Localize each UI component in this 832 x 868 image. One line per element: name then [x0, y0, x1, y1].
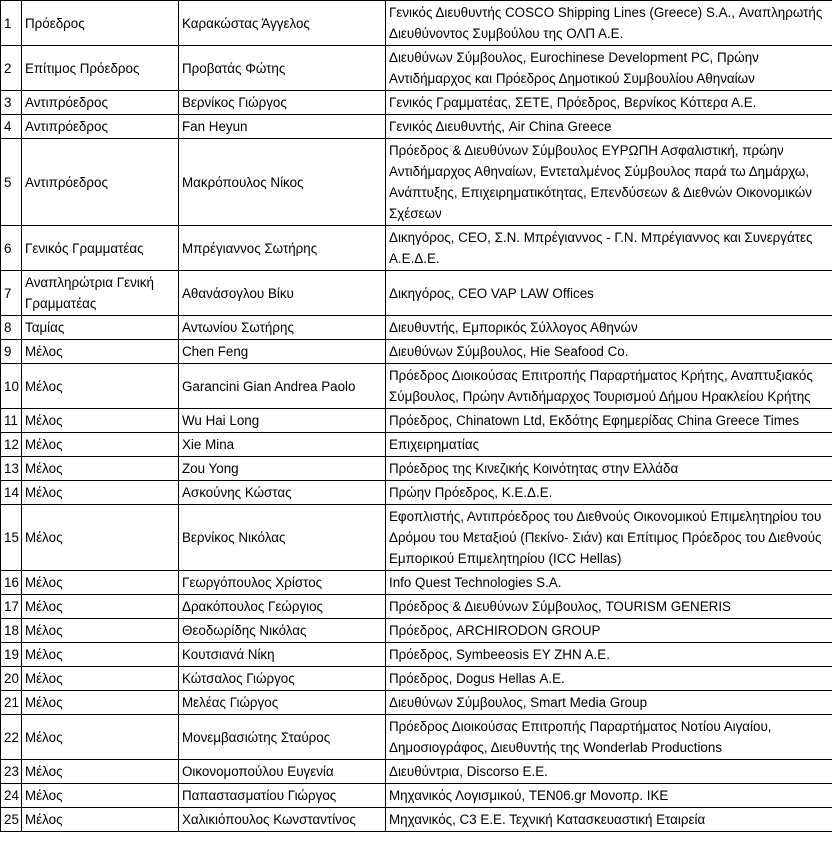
member-name-cell: Κώτσαλος Γιώργος [179, 667, 386, 691]
position-cell: Μέλος [22, 364, 179, 409]
member-name-cell: Βερνίκος Νικόλας [179, 505, 386, 571]
table-row [1, 364, 832, 409]
row-number: 2 [1, 46, 22, 91]
table-row [1, 409, 832, 433]
position-cell: Ταμίας [22, 316, 179, 340]
table-row [1, 1, 832, 46]
member-name-cell: Καρακώστας Άγγελος [179, 1, 386, 46]
member-name-cell: Δρακόπουλος Γεώργιος [179, 595, 386, 619]
affiliation-cell: Διευθυντής, Εμπορικός Σύλλογος Αθηνών [386, 316, 832, 340]
row-number: 11 [1, 409, 22, 433]
row-number: 8 [1, 316, 22, 340]
member-name-cell: Οικονομοπούλου Ευγενία [179, 760, 386, 784]
member-name-cell: Θεοδωρίδης Νικόλας [179, 619, 386, 643]
position-cell: Επίτιμος Πρόεδρος [22, 46, 179, 91]
affiliation-cell: Πρόεδρος & Διευθύνων Σύμβουλος ΕΥΡΩΠΗ Ασφαλιστική, πρώην Αντιδήμαρχος Αθηναίων, Εντεταλμένος Σύμβουλος παρά τω Δημάρχω, Ανάπτυξης, Επιχειρηματικότητας, Επενδύσεων & Διεθνών Οικονομικών Σχέσεων [386, 139, 832, 226]
affiliation-cell: Διευθύνων Σύμβουλος, Smart Media Group [386, 691, 832, 715]
row-number: 25 [1, 808, 22, 832]
row-number: 24 [1, 784, 22, 808]
affiliation-cell: Μηχανικός Λογισμικού, TEN06.gr Μονοπρ. ΙΚΕ [386, 784, 832, 808]
affiliation-cell: Info Quest Technologies S.A. [386, 571, 832, 595]
row-number: 1 [1, 1, 22, 46]
member-name-cell: Μακρόπουλος Νίκος [179, 139, 386, 226]
table-row [1, 139, 832, 226]
row-number: 6 [1, 226, 22, 271]
member-name-cell: Μελέας Γιώργος [179, 691, 386, 715]
member-name-cell: Ασκούνης Κώστας [179, 481, 386, 505]
table-row [1, 667, 832, 691]
member-name-cell: Xie Mina [179, 433, 386, 457]
position-cell: Μέλος [22, 715, 179, 760]
row-number: 22 [1, 715, 22, 760]
affiliation-cell: Γενικός Διευθυντής, Air China Greece [386, 115, 832, 139]
affiliation-cell: Πρόεδρος, Dogus Hellas Α.Ε. [386, 667, 832, 691]
affiliation-cell: Διευθύνων Σύμβουλος, Eurochinese Development PC, Πρώην Αντιδήμαρχος και Πρόεδρος Δημοτικού Συμβουλίου Αθηναίων [386, 46, 832, 91]
position-cell: Μέλος [22, 340, 179, 364]
row-number: 5 [1, 139, 22, 226]
table-row [1, 808, 832, 832]
member-name-cell: Αντωνίου Σωτήρης [179, 316, 386, 340]
row-number: 10 [1, 364, 22, 409]
position-cell: Μέλος [22, 691, 179, 715]
affiliation-cell: Γενικός Γραμματέας, ΣΕΤΕ, Πρόεδρος, Βερνίκος Κόττερα Α.Ε. [386, 91, 832, 115]
affiliation-cell: Πρόεδρος Διοικούσας Επιτροπής Παραρτήματος Νοτίου Αιγαίου, Δημοσιογράφος, Διευθυντής της Wonderlab Productions [386, 715, 832, 760]
table-row [1, 571, 832, 595]
member-name-cell: Αθανάσογλου Βίκυ [179, 271, 386, 316]
table-row [1, 784, 832, 808]
table-row [1, 115, 832, 139]
position-cell: Αναπληρώτρια Γενική Γραμματέας [22, 271, 179, 316]
affiliation-cell: Πρόεδρος Διοικούσας Επιτροπής Παραρτήματος Κρήτης, Αναπτυξιακός Σύμβουλος, Πρώην Αντιδήμαρχος Τουρισμού Δήμου Ηρακλείου Κρήτης [386, 364, 832, 409]
member-name-cell: Χαλικιόπουλος Κωνσταντίνος [179, 808, 386, 832]
affiliation-cell: Δικηγόρος, CEO, Σ.Ν. Μπρέγιαννος - Γ.Ν. Μπρέγιαννος και Συνεργάτες Α.Ε.Δ.Ε. [386, 226, 832, 271]
table-row [1, 271, 832, 316]
member-name-cell: Zou Yong [179, 457, 386, 481]
affiliation-cell: Δικηγόρος, CEO VAP LAW Offices [386, 271, 832, 316]
position-cell: Μέλος [22, 619, 179, 643]
table-row [1, 619, 832, 643]
table-row [1, 505, 832, 571]
table-row [1, 46, 832, 91]
table-row [1, 481, 832, 505]
affiliation-cell: Πρόεδρος της Κινεζικής Κοινότητας στην Ελλάδα [386, 457, 832, 481]
table-body [1, 1, 832, 832]
member-name-cell: Chen Feng [179, 340, 386, 364]
table-row [1, 691, 832, 715]
table-row [1, 457, 832, 481]
affiliation-cell: Πρόεδρος, Chinatown Ltd, Εκδότης Εφημερίδας China Greece Times [386, 409, 832, 433]
row-number: 20 [1, 667, 22, 691]
affiliation-cell: Εφοπλιστής, Αντιπρόεδρος του Διεθνούς Οικονομικού Επιμελητηρίου του Δρόμου του Μεταξιού (Πεκίνο- Σιάν) και Επίτιμος Πρόεδρος του Διεθνούς Εμπορικού Επιμελητηρίου (ICC Hellas) [386, 505, 832, 571]
row-number: 13 [1, 457, 22, 481]
position-cell: Μέλος [22, 481, 179, 505]
member-name-cell: Μονεμβασιώτης Σταύρος [179, 715, 386, 760]
affiliation-cell: Επιχειρηματίας [386, 433, 832, 457]
position-cell: Μέλος [22, 409, 179, 433]
position-cell: Αντιπρόεδρος [22, 115, 179, 139]
member-name-cell: Fan Heyun [179, 115, 386, 139]
position-cell: Αντιπρόεδρος [22, 139, 179, 226]
table-row [1, 715, 832, 760]
row-number: 18 [1, 619, 22, 643]
affiliation-cell: Πρόεδρος, Symbeeosis ΕΥ ΖΗΝ Α.Ε. [386, 643, 832, 667]
position-cell: Μέλος [22, 808, 179, 832]
position-cell: Μέλος [22, 784, 179, 808]
affiliation-cell: Μηχανικός, C3 Ε.Ε. Τεχνική Κατασκευαστική Εταιρεία [386, 808, 832, 832]
affiliation-cell: Πρόεδρος, ARCHIRODON GROUP [386, 619, 832, 643]
table-row [1, 340, 832, 364]
position-cell: Πρόεδρος [22, 1, 179, 46]
row-number: 9 [1, 340, 22, 364]
row-number: 12 [1, 433, 22, 457]
position-cell: Μέλος [22, 433, 179, 457]
row-number: 7 [1, 271, 22, 316]
position-cell: Γενικός Γραμματέας [22, 226, 179, 271]
position-cell: Μέλος [22, 760, 179, 784]
row-number: 4 [1, 115, 22, 139]
member-name-cell: Γεωργόπουλος Χρίστος [179, 571, 386, 595]
member-name-cell: Παπαστασματίου Γιώργος [179, 784, 386, 808]
row-number: 23 [1, 760, 22, 784]
table-row [1, 226, 832, 271]
position-cell: Αντιπρόεδρος [22, 91, 179, 115]
member-name-cell: Wu Hai Long [179, 409, 386, 433]
member-name-cell: Garancini Gian Andrea Paolo [179, 364, 386, 409]
affiliation-cell: Διευθύντρια, Discorso Ε.Ε. [386, 760, 832, 784]
affiliation-cell: Διευθύνων Σύμβουλος, Hie Seafood Co. [386, 340, 832, 364]
position-cell: Μέλος [22, 571, 179, 595]
member-name-cell: Μπρέγιαννος Σωτήρης [179, 226, 386, 271]
table-row [1, 316, 832, 340]
table-row [1, 760, 832, 784]
member-name-cell: Βερνίκος Γιώργος [179, 91, 386, 115]
table-row [1, 643, 832, 667]
affiliation-cell: Πρόεδρος & Διευθύνων Σύμβουλος, TOURISM GENERIS [386, 595, 832, 619]
row-number: 17 [1, 595, 22, 619]
member-name-cell: Προβατάς Φώτης [179, 46, 386, 91]
position-cell: Μέλος [22, 595, 179, 619]
affiliation-cell: Πρώην Πρόεδρος, Κ.Ε.Δ.Ε. [386, 481, 832, 505]
row-number: 15 [1, 505, 22, 571]
table-row [1, 91, 832, 115]
position-cell: Μέλος [22, 667, 179, 691]
row-number: 14 [1, 481, 22, 505]
row-number: 3 [1, 91, 22, 115]
table-row [1, 595, 832, 619]
row-number: 21 [1, 691, 22, 715]
row-number: 16 [1, 571, 22, 595]
position-cell: Μέλος [22, 643, 179, 667]
member-name-cell: Κουτσιανά Νίκη [179, 643, 386, 667]
row-number: 19 [1, 643, 22, 667]
affiliation-cell: Γενικός Διευθυντής COSCO Shipping Lines (Greece) S.A., Αναπληρωτής Διευθύνοντος Συμβούλου της ΟΛΠ Α.Ε. [386, 1, 832, 46]
position-cell: Μέλος [22, 505, 179, 571]
table-row [1, 433, 832, 457]
position-cell: Μέλος [22, 457, 179, 481]
